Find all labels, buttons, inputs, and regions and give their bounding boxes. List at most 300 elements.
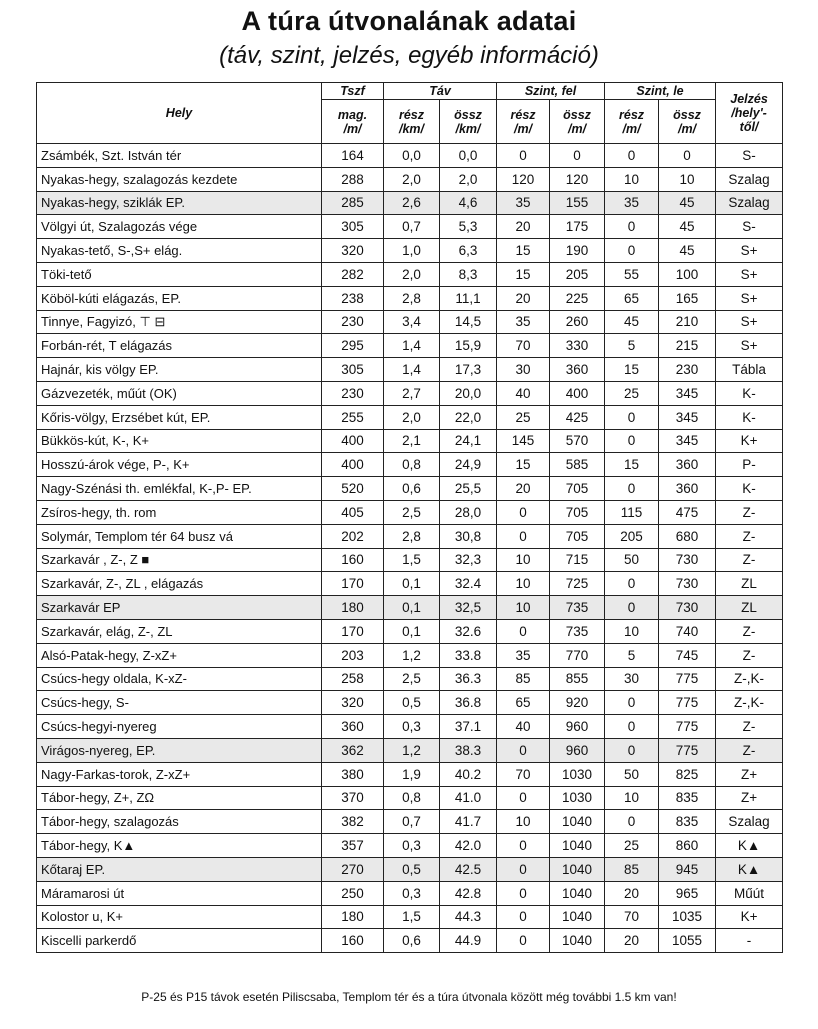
header-dist-total (440, 100, 497, 144)
table-row (37, 239, 783, 263)
descent-part-cell: 0 (605, 144, 659, 168)
ascent-part-cell: 20 (497, 215, 550, 239)
table-row (37, 381, 783, 405)
elevation-cell: 295 (322, 334, 384, 358)
distance-total-cell: 42.0 (440, 834, 497, 858)
marking-cell: Z- (716, 715, 783, 739)
table-row (37, 667, 783, 691)
descent-part-cell: 5 (605, 643, 659, 667)
ascent-part-cell: 30 (497, 358, 550, 382)
ascent-total-cell: 570 (550, 429, 605, 453)
header-elevation-top (322, 83, 384, 100)
distance-total-cell: 36.3 (440, 667, 497, 691)
header-up-part-label: rész /m/ (510, 107, 536, 136)
ascent-part-cell: 0 (497, 857, 550, 881)
ascent-total-cell: 175 (550, 215, 605, 239)
place-cell: Gázvezeték, műút (OK) (37, 381, 322, 405)
marking-cell: Szalag (716, 167, 783, 191)
ascent-part-cell: 0 (497, 738, 550, 762)
elevation-cell: 357 (322, 834, 384, 858)
place-cell: Tábor-hegy, Z+, ZΩ (37, 786, 322, 810)
marking-cell: Z- (716, 619, 783, 643)
descent-part-cell: 25 (605, 381, 659, 405)
distance-part-cell: 2,0 (384, 167, 440, 191)
marking-cell: K▲ (716, 857, 783, 881)
distance-total-cell: 24,1 (440, 429, 497, 453)
distance-part-cell: 2,0 (384, 262, 440, 286)
table-row (37, 405, 783, 429)
distance-total-cell: 32,5 (440, 596, 497, 620)
ascent-total-cell: 585 (550, 453, 605, 477)
ascent-part-cell: 25 (497, 405, 550, 429)
elevation-cell: 255 (322, 405, 384, 429)
header-distance-group: Táv (384, 83, 497, 100)
distance-total-cell: 17,3 (440, 358, 497, 382)
descent-total-cell: 945 (659, 857, 716, 881)
table-row (37, 524, 783, 548)
distance-total-cell: 2,0 (440, 167, 497, 191)
distance-total-cell: 40.2 (440, 762, 497, 786)
descent-part-cell: 0 (605, 691, 659, 715)
elevation-cell: 230 (322, 381, 384, 405)
header-descent-group: Szint, le (605, 83, 716, 100)
table-row (37, 619, 783, 643)
ascent-part-cell: 35 (497, 191, 550, 215)
marking-cell: S+ (716, 262, 783, 286)
ascent-total-cell: 770 (550, 643, 605, 667)
page-title: A túra útvonalának adatai (241, 6, 577, 36)
ascent-part-cell: 85 (497, 667, 550, 691)
place-cell: Forbán-rét, T elágazás (37, 334, 322, 358)
ascent-part-cell: 40 (497, 381, 550, 405)
distance-total-cell: 11,1 (440, 286, 497, 310)
distance-part-cell: 0,8 (384, 786, 440, 810)
descent-part-cell: 10 (605, 167, 659, 191)
ascent-part-cell: 0 (497, 524, 550, 548)
descent-part-cell: 0 (605, 572, 659, 596)
table-row (37, 215, 783, 239)
distance-part-cell: 0,3 (384, 715, 440, 739)
marking-cell: P- (716, 453, 783, 477)
place-cell: Szarkavár EP (37, 596, 322, 620)
ascent-part-cell: 0 (497, 786, 550, 810)
distance-total-cell: 41.7 (440, 810, 497, 834)
table-row (37, 191, 783, 215)
distance-total-cell: 42.8 (440, 881, 497, 905)
ascent-total-cell: 155 (550, 191, 605, 215)
distance-total-cell: 30,8 (440, 524, 497, 548)
place-cell: Tinnye, Fagyizó, ⊤ ⊟ (37, 310, 322, 334)
descent-part-cell: 0 (605, 738, 659, 762)
table-row (37, 167, 783, 191)
elevation-cell: 320 (322, 691, 384, 715)
ascent-part-cell: 15 (497, 453, 550, 477)
marking-cell: S+ (716, 239, 783, 263)
table-row (37, 881, 783, 905)
table-row (37, 453, 783, 477)
distance-total-cell: 32,3 (440, 548, 497, 572)
place-cell: Zsámbék, Szt. István tér (37, 144, 322, 168)
descent-part-cell: 10 (605, 786, 659, 810)
header-up-total-label: össz /m/ (563, 107, 591, 136)
ascent-part-cell: 10 (497, 596, 550, 620)
ascent-total-cell: 960 (550, 715, 605, 739)
distance-total-cell: 24,9 (440, 453, 497, 477)
distance-part-cell: 1,0 (384, 239, 440, 263)
distance-part-cell: 0,5 (384, 857, 440, 881)
header-marking (716, 83, 783, 144)
ascent-part-cell: 0 (497, 905, 550, 929)
descent-total-cell: 45 (659, 191, 716, 215)
descent-total-cell: 775 (659, 738, 716, 762)
marking-cell: Z+ (716, 786, 783, 810)
descent-total-cell: 210 (659, 310, 716, 334)
descent-total-cell: 775 (659, 691, 716, 715)
descent-part-cell: 0 (605, 810, 659, 834)
table-row (37, 810, 783, 834)
elevation-cell: 370 (322, 786, 384, 810)
descent-part-cell: 0 (605, 429, 659, 453)
page-subtitle: (táv, szint, jelzés, egyéb információ) (219, 42, 599, 69)
distance-part-cell: 2,8 (384, 286, 440, 310)
marking-cell: Z-,K- (716, 691, 783, 715)
distance-total-cell: 44.9 (440, 929, 497, 953)
descent-total-cell: 345 (659, 381, 716, 405)
ascent-part-cell: 10 (497, 572, 550, 596)
descent-part-cell: 0 (605, 215, 659, 239)
ascent-part-cell: 15 (497, 262, 550, 286)
ascent-total-cell: 120 (550, 167, 605, 191)
table-row (37, 857, 783, 881)
descent-part-cell: 55 (605, 262, 659, 286)
place-cell: Kiscelli parkerdő (37, 929, 322, 953)
distance-total-cell: 25,5 (440, 477, 497, 501)
distance-total-cell: 37.1 (440, 715, 497, 739)
descent-part-cell: 25 (605, 834, 659, 858)
header-elevation-label: mag. /m/ (337, 107, 368, 136)
ascent-part-cell: 40 (497, 715, 550, 739)
place-cell: Szarkavár, Z-, ZL , elágazás (37, 572, 322, 596)
ascent-total-cell: 260 (550, 310, 605, 334)
header-down-total (659, 100, 716, 144)
ascent-total-cell: 1030 (550, 786, 605, 810)
route-table (36, 82, 783, 953)
ascent-total-cell: 205 (550, 262, 605, 286)
descent-part-cell: 0 (605, 477, 659, 501)
distance-part-cell: 0,6 (384, 477, 440, 501)
ascent-total-cell: 725 (550, 572, 605, 596)
descent-total-cell: 825 (659, 762, 716, 786)
ascent-total-cell: 225 (550, 286, 605, 310)
ascent-total-cell: 1040 (550, 929, 605, 953)
ascent-total-cell: 190 (550, 239, 605, 263)
descent-total-cell: 360 (659, 477, 716, 501)
place-cell: Máramarosi út (37, 881, 322, 905)
table-row (37, 334, 783, 358)
header-ascent-group: Szint, fel (497, 83, 605, 100)
descent-part-cell: 70 (605, 905, 659, 929)
descent-part-cell: 0 (605, 239, 659, 263)
marking-cell: - (716, 929, 783, 953)
marking-cell: S+ (716, 286, 783, 310)
ascent-part-cell: 20 (497, 286, 550, 310)
descent-total-cell: 45 (659, 215, 716, 239)
marking-cell: Tábla (716, 358, 783, 382)
distance-part-cell: 0,1 (384, 572, 440, 596)
marking-cell: ZL (716, 572, 783, 596)
elevation-cell: 405 (322, 500, 384, 524)
descent-total-cell: 730 (659, 572, 716, 596)
distance-part-cell: 0,6 (384, 929, 440, 953)
marking-cell: Szalag (716, 191, 783, 215)
ascent-part-cell: 145 (497, 429, 550, 453)
ascent-part-cell: 10 (497, 810, 550, 834)
marking-cell: Szalag (716, 810, 783, 834)
marking-cell: Z-,K- (716, 667, 783, 691)
descent-part-cell: 45 (605, 310, 659, 334)
ascent-total-cell: 920 (550, 691, 605, 715)
place-cell: Tábor-hegy, K▲ (37, 834, 322, 858)
descent-total-cell: 230 (659, 358, 716, 382)
table-row (37, 643, 783, 667)
place-cell: Csúcs-hegyi-nyereg (37, 715, 322, 739)
distance-total-cell: 22,0 (440, 405, 497, 429)
table-row (37, 834, 783, 858)
place-cell: Alsó-Patak-hegy, Z-xZ+ (37, 643, 322, 667)
place-cell: Solymár, Templom tér 64 busz vá (37, 524, 322, 548)
distance-total-cell: 5,3 (440, 215, 497, 239)
distance-total-cell: 28,0 (440, 500, 497, 524)
ascent-part-cell: 70 (497, 762, 550, 786)
descent-total-cell: 100 (659, 262, 716, 286)
elevation-cell: 164 (322, 144, 384, 168)
ascent-part-cell: 0 (497, 834, 550, 858)
ascent-part-cell: 35 (497, 643, 550, 667)
marking-cell: ZL (716, 596, 783, 620)
distance-total-cell: 36.8 (440, 691, 497, 715)
distance-part-cell: 1,2 (384, 643, 440, 667)
marking-cell: S+ (716, 310, 783, 334)
marking-cell: K- (716, 405, 783, 429)
distance-total-cell: 4,6 (440, 191, 497, 215)
ascent-part-cell: 20 (497, 477, 550, 501)
distance-total-cell: 20,0 (440, 381, 497, 405)
ascent-total-cell: 425 (550, 405, 605, 429)
elevation-cell: 180 (322, 905, 384, 929)
elevation-cell: 382 (322, 810, 384, 834)
elevation-cell: 305 (322, 215, 384, 239)
marking-cell: K+ (716, 905, 783, 929)
ascent-part-cell: 0 (497, 881, 550, 905)
place-cell: Virágos-nyereg, EP. (37, 738, 322, 762)
descent-total-cell: 0 (659, 144, 716, 168)
place-cell: Nagy-Farkas-torok, Z-xZ+ (37, 762, 322, 786)
distance-part-cell: 2,8 (384, 524, 440, 548)
distance-part-cell: 2,0 (384, 405, 440, 429)
table-row (37, 358, 783, 382)
place-cell: Bükkös-kút, K-, K+ (37, 429, 322, 453)
header-place: Hely (37, 83, 322, 144)
distance-part-cell: 2,5 (384, 667, 440, 691)
place-cell: Nyakas-hegy, sziklák EP. (37, 191, 322, 215)
descent-total-cell: 835 (659, 810, 716, 834)
descent-total-cell: 1055 (659, 929, 716, 953)
ascent-part-cell: 0 (497, 619, 550, 643)
place-cell: Szarkavár , Z-, Z ■ (37, 548, 322, 572)
distance-total-cell: 14,5 (440, 310, 497, 334)
elevation-cell: 380 (322, 762, 384, 786)
marking-cell: Z+ (716, 762, 783, 786)
descent-total-cell: 730 (659, 596, 716, 620)
elevation-cell: 320 (322, 239, 384, 263)
marking-cell: S- (716, 144, 783, 168)
ascent-part-cell: 0 (497, 500, 550, 524)
table-row (37, 477, 783, 501)
table-row (37, 691, 783, 715)
distance-part-cell: 0,7 (384, 215, 440, 239)
distance-part-cell: 2,6 (384, 191, 440, 215)
ascent-total-cell: 1030 (550, 762, 605, 786)
table-row (37, 429, 783, 453)
elevation-cell: 362 (322, 738, 384, 762)
elevation-cell: 282 (322, 262, 384, 286)
table-row (37, 715, 783, 739)
descent-part-cell: 50 (605, 548, 659, 572)
distance-part-cell: 1,4 (384, 358, 440, 382)
elevation-cell: 170 (322, 619, 384, 643)
descent-total-cell: 860 (659, 834, 716, 858)
elevation-cell: 400 (322, 453, 384, 477)
ascent-total-cell: 715 (550, 548, 605, 572)
ascent-total-cell: 1040 (550, 881, 605, 905)
ascent-part-cell: 15 (497, 239, 550, 263)
ascent-part-cell: 70 (497, 334, 550, 358)
ascent-total-cell: 705 (550, 500, 605, 524)
distance-part-cell: 1,5 (384, 905, 440, 929)
ascent-total-cell: 960 (550, 738, 605, 762)
descent-total-cell: 10 (659, 167, 716, 191)
marking-cell: Z- (716, 643, 783, 667)
elevation-cell: 250 (322, 881, 384, 905)
distance-part-cell: 1,4 (384, 334, 440, 358)
descent-part-cell: 0 (605, 596, 659, 620)
elevation-cell: 160 (322, 548, 384, 572)
descent-part-cell: 115 (605, 500, 659, 524)
distance-part-cell: 3,4 (384, 310, 440, 334)
marking-cell: S- (716, 215, 783, 239)
place-cell: Köböl-kúti elágazás, EP. (37, 286, 322, 310)
descent-part-cell: 5 (605, 334, 659, 358)
distance-total-cell: 8,3 (440, 262, 497, 286)
header-down-part-label: rész /m/ (619, 107, 645, 136)
elevation-cell: 520 (322, 477, 384, 501)
distance-part-cell: 0,5 (384, 691, 440, 715)
ascent-total-cell: 735 (550, 596, 605, 620)
place-cell: Tábor-hegy, szalagozás (37, 810, 322, 834)
header-elevation-tszf: Tszf (340, 84, 365, 98)
descent-part-cell: 30 (605, 667, 659, 691)
descent-total-cell: 740 (659, 619, 716, 643)
header-dist-part (384, 100, 440, 144)
distance-part-cell: 0,1 (384, 619, 440, 643)
ascent-total-cell: 1040 (550, 857, 605, 881)
descent-total-cell: 165 (659, 286, 716, 310)
descent-total-cell: 45 (659, 239, 716, 263)
place-cell: Szarkavár, elág, Z-, ZL (37, 619, 322, 643)
table-row (37, 144, 783, 168)
ascent-total-cell: 855 (550, 667, 605, 691)
elevation-cell: 360 (322, 715, 384, 739)
table-row (37, 262, 783, 286)
elevation-cell: 180 (322, 596, 384, 620)
distance-part-cell: 0,7 (384, 810, 440, 834)
descent-part-cell: 50 (605, 762, 659, 786)
distance-part-cell: 2,1 (384, 429, 440, 453)
ascent-total-cell: 705 (550, 524, 605, 548)
ascent-total-cell: 705 (550, 477, 605, 501)
table-row (37, 738, 783, 762)
header-up-part (497, 100, 550, 144)
descent-total-cell: 345 (659, 405, 716, 429)
header-down-total-label: össz /m/ (673, 107, 701, 136)
ascent-total-cell: 360 (550, 358, 605, 382)
table-row (37, 929, 783, 953)
ascent-part-cell: 0 (497, 929, 550, 953)
ascent-total-cell: 1040 (550, 905, 605, 929)
header-dist-total-label: össz /km/ (454, 107, 482, 136)
ascent-part-cell: 0 (497, 144, 550, 168)
descent-total-cell: 775 (659, 667, 716, 691)
elevation-cell: 270 (322, 857, 384, 881)
place-cell: Kőris-völgy, Erzsébet kút, EP. (37, 405, 322, 429)
distance-total-cell: 38.3 (440, 738, 497, 762)
distance-total-cell: 44.3 (440, 905, 497, 929)
elevation-cell: 288 (322, 167, 384, 191)
marking-cell: Műút (716, 881, 783, 905)
distance-part-cell: 0,8 (384, 453, 440, 477)
ascent-total-cell: 330 (550, 334, 605, 358)
marking-cell: Z- (716, 500, 783, 524)
elevation-cell: 230 (322, 310, 384, 334)
place-cell: Töki-tető (37, 262, 322, 286)
table-row (37, 596, 783, 620)
marking-cell: K- (716, 381, 783, 405)
distance-total-cell: 15,9 (440, 334, 497, 358)
place-cell: Hosszú-árok vége, P-, K+ (37, 453, 322, 477)
table-row (37, 786, 783, 810)
descent-part-cell: 10 (605, 619, 659, 643)
elevation-cell: 305 (322, 358, 384, 382)
descent-part-cell: 20 (605, 881, 659, 905)
place-cell: Csúcs-hegy oldala, K-xZ- (37, 667, 322, 691)
descent-part-cell: 15 (605, 453, 659, 477)
distance-total-cell: 32.4 (440, 572, 497, 596)
descent-part-cell: 35 (605, 191, 659, 215)
place-cell: Hajnár, kis völgy EP. (37, 358, 322, 382)
elevation-cell: 285 (322, 191, 384, 215)
elevation-cell: 400 (322, 429, 384, 453)
place-cell: Nyakas-hegy, szalagozás kezdete (37, 167, 322, 191)
distance-part-cell: 0,3 (384, 881, 440, 905)
table-body (37, 144, 783, 953)
descent-total-cell: 345 (659, 429, 716, 453)
table-row (37, 572, 783, 596)
elevation-cell: 170 (322, 572, 384, 596)
ascent-total-cell: 400 (550, 381, 605, 405)
header-down-part (605, 100, 659, 144)
ascent-part-cell: 10 (497, 548, 550, 572)
descent-part-cell: 65 (605, 286, 659, 310)
